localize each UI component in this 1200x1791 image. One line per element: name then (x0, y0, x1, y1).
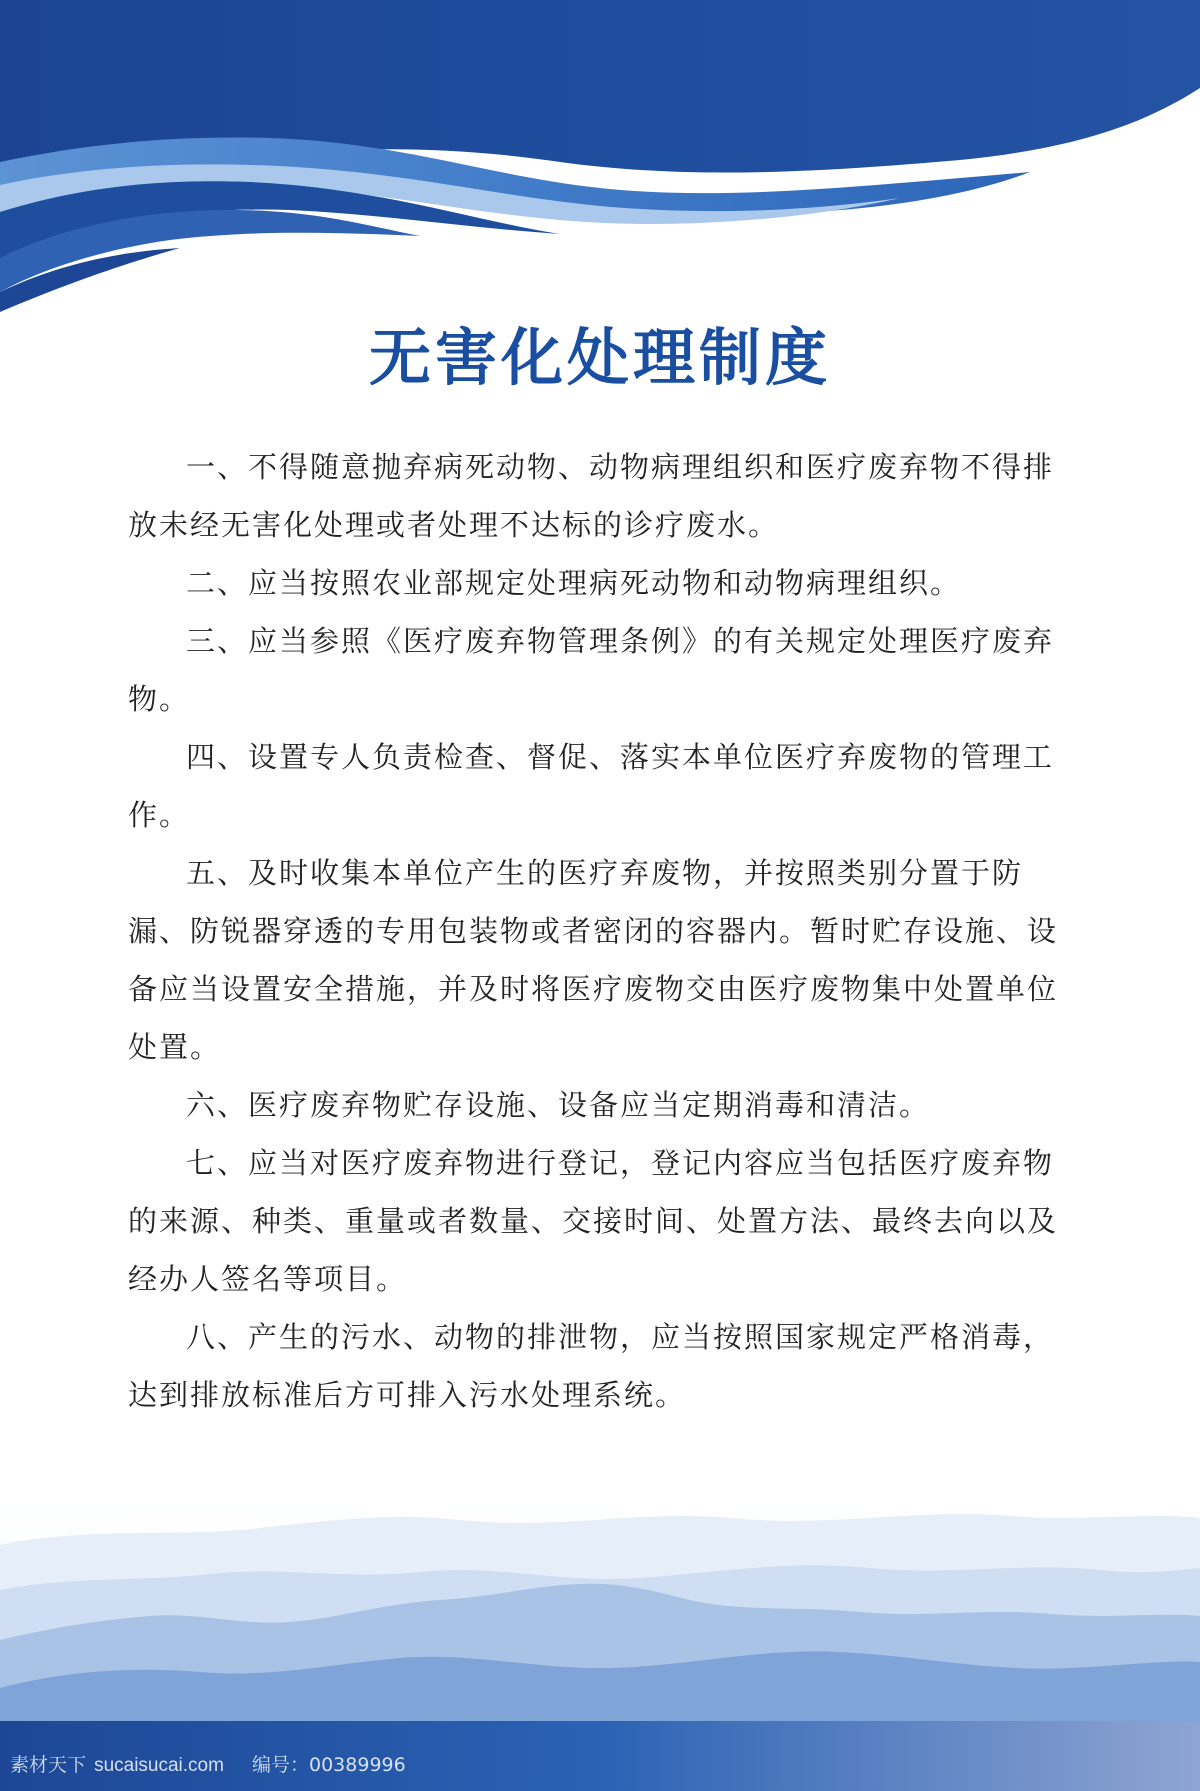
header-wave (0, 0, 1200, 312)
watermark-brand: 素材天下 (10, 1754, 87, 1776)
paragraph-8: 八、产生的污水、动物的排泄物，应当按照国家规定严格消毒，达到排放标准后方可排入污水处理系统。 (128, 1320, 1055, 1412)
watermark-site: sucaisucai.com (94, 1755, 224, 1776)
page-title: 无害化处理制度 (368, 321, 831, 394)
watermark (10, 1753, 406, 1778)
paragraph-7: 七、应当对医疗废弃物进行登记，登记内容应当包括医疗废弃物的来源、种类、重量或者数量、交接时间、处置方法、最终去向以及经办人签名等项目。 (128, 1146, 1059, 1296)
watermark-code: 编号：00389996 (252, 1754, 406, 1776)
paragraph-1: 一、不得随意抛弃病死动物、动物病理组织和医疗废弃物不得排放未经无害化处理或者处理不达标的诊疗废水。 (128, 450, 1055, 542)
regulation-body (128, 438, 1074, 1424)
paragraph-3: 三、应当参照《医疗废弃物管理条例》的有关规定处理医疗废弃物。 (128, 624, 1055, 716)
paragraph-2: 二、应当按照农业部规定处理病死动物和动物病理组织。 (186, 566, 962, 600)
paragraph-5: 五、及时收集本单位产生的医疗弃废物，并按照类别分置于防漏、防锐器穿透的专用包装物或者密闭的容器内。暂时贮存设施、设备应当设置安全措施，并及时将医疗废物交由医疗废物集中处置单位处置。 (128, 856, 1059, 1064)
paragraph-4: 四、设置专人负责检查、督促、落实本单位医疗弃废物的管理工作。 (128, 740, 1055, 832)
paragraph-6: 六、医疗废弃物贮存设施、设备应当定期消毒和清洁。 (186, 1088, 931, 1122)
mountain-scenery (0, 1480, 1200, 1721)
